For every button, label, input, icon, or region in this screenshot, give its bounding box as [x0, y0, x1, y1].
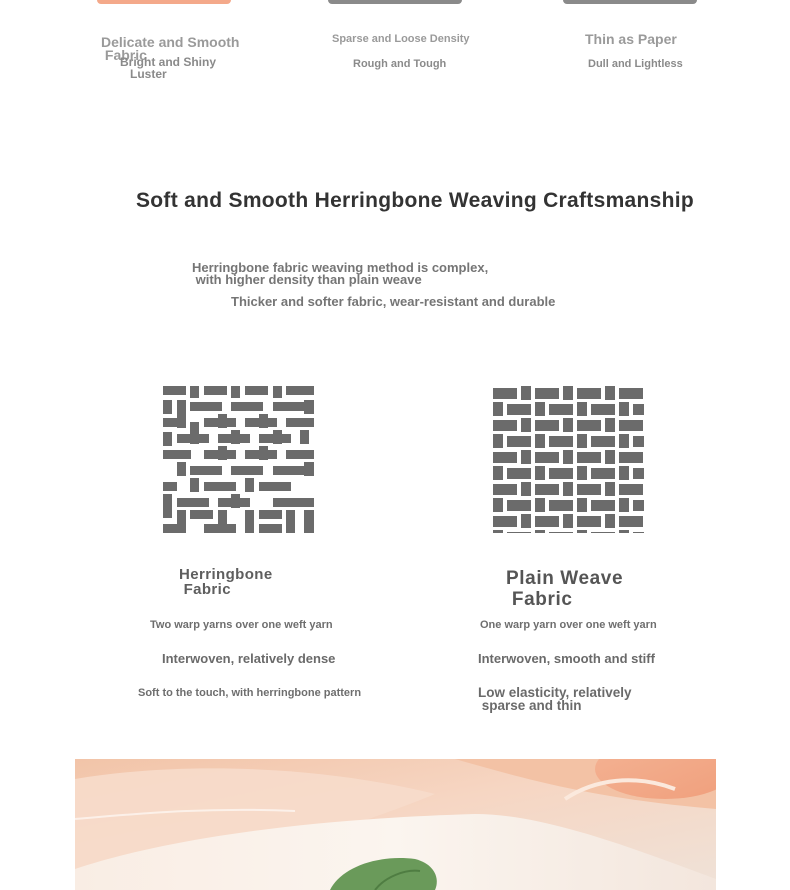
plain-weave-icon	[493, 386, 644, 533]
col2-line1: Sparse and Loose Density	[332, 33, 470, 45]
herringbone-feature-1: Two warp yarns over one weft yarn	[150, 619, 333, 631]
plain-weave-name: Plain Weave Fabric	[506, 568, 624, 610]
herringbone-weave-icon	[163, 386, 314, 533]
col3-line1: Thin as Paper	[585, 31, 677, 47]
fabric-photo	[75, 759, 716, 890]
subtitle-line2: Thicker and softer fabric, wear-resistant and durable	[231, 294, 556, 309]
herringbone-name: Herringbone Fabric	[179, 566, 273, 598]
col3-line2: Dull and Lightless	[588, 58, 683, 70]
section-heading: Soft and Smooth Herringbone Weaving Craftsmanship	[136, 189, 695, 212]
subtitle-line1: Herringbone fabric weaving method is complex, with higher density than plain weave	[192, 260, 489, 287]
herringbone-feature-2: Interwoven, relatively dense	[162, 651, 336, 666]
gray-bar	[563, 0, 697, 4]
col1-line1: Delicate and Smooth Fabric	[101, 34, 240, 63]
plain-feature-3: Low elasticity, relatively sparse and thin	[478, 685, 632, 713]
gray-bar	[328, 0, 462, 4]
accent-bar	[97, 0, 231, 4]
plain-feature-1: One warp yarn over one weft yarn	[480, 619, 657, 631]
plain-feature-2: Interwoven, smooth and stiff	[478, 651, 655, 666]
col2-line2: Rough and Tough	[353, 58, 447, 70]
col1-line2: Bright and Shiny Luster	[120, 55, 216, 81]
herringbone-feature-3: Soft to the touch, with herringbone pattern	[138, 687, 362, 699]
